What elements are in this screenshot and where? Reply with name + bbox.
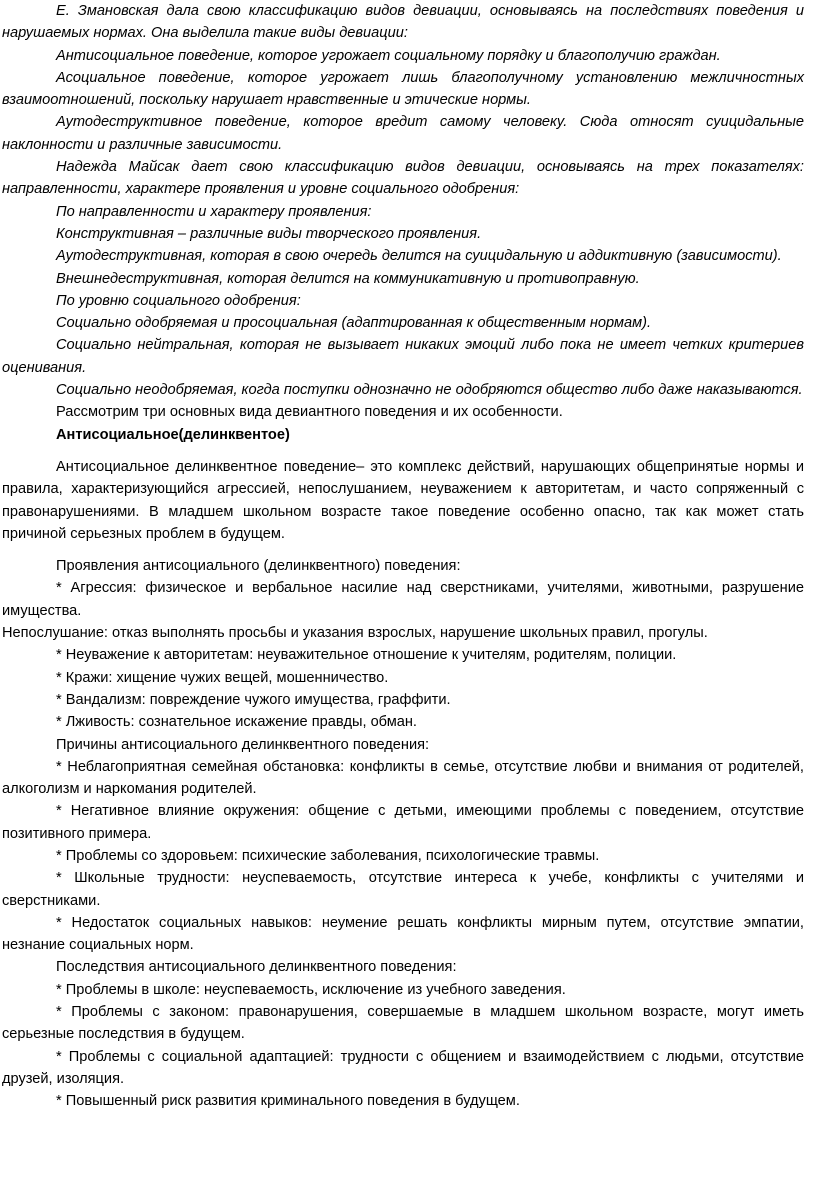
paragraph-externally-destructive: Внешнедеструктивная, которая делится на коммуникативную и противоправную. — [56, 270, 640, 287]
list-item-family: * Неблагоприятная семейная обстановка: конфликты в семье, отсутствие любви и внимания от родителей, алкоголизм и наркомания родителей. — [2, 758, 804, 798]
paragraph-socially-disapproved: Социально неодобряемая, когда поступки однозначно не одобряются общество либо даже наказываются. — [56, 382, 803, 399]
paragraph-manifestations-heading: Проявления антисоциального (делинквентного) поведения: — [56, 558, 461, 575]
paragraph-consequences-heading: Последствия антисоциального делинквентного поведения: — [56, 959, 457, 976]
paragraph-maysak-intro: Надежда Майсак дает свою классификацию видов девиации, основываясь на трех показателях: направленности, характере проявления и уровне социального одобрения: — [2, 159, 804, 198]
paragraph-autodestructive-definition: Аутодеструктивное поведение, которое вредит самому человеку. Сюда относят суицидальные наклонности и различные зависимости. — [2, 114, 804, 153]
list-item-disrespect: * Неуважение к авторитетам: неуважительное отношение к учителям, родителям, полиции. — [56, 647, 677, 664]
list-item-lying: * Лживость: сознательное искажение правды, обман. — [56, 714, 417, 731]
list-item-health: * Проблемы со здоровьем: психические заболевания, психологические травмы. — [56, 847, 600, 864]
paragraph-three-types-intro: Рассмотрим три основных вида девиантного поведения и их особенности. — [56, 404, 563, 421]
list-item-adaptation-problems: * Проблемы с социальной адаптацией: трудности с общением и взаимодействием с людьми, отсутствие друзей, изоляция. — [2, 1048, 804, 1087]
list-item-social-skills: * Недостаток социальных навыков: неумение решать конфликты мирным путем, отсутствие эмпатии, незнание социальных норм. — [2, 914, 804, 954]
section-heading-antisocial: Антисоциальное(делинквентое) — [56, 426, 290, 443]
paragraph-antisocial-definition: Антисоциальное поведение, которое угрожает социальному порядку и благополучию граждан. — [56, 47, 721, 64]
paragraph-by-approval-heading: По уровню социального одобрения: — [56, 292, 301, 309]
list-item-aggression: * Агрессия: физическое и вербальное насилие над сверстниками, учителями, животными, разрушение имущества. — [2, 580, 804, 619]
paragraph-socially-approved: Социально одобряемая и просоциальная (адаптированная к общественным нормам). — [56, 315, 652, 332]
paragraph-by-direction-heading: По направленности и характеру проявления: — [56, 203, 372, 220]
list-item-environment: * Негативное влияние окружения: общение с детьми, имеющими проблемы с поведением, отсутствие позитивного примера. — [2, 803, 804, 842]
list-item-vandalism: * Вандализм: повреждение чужого имущества, граффити. — [56, 691, 451, 708]
paragraph-constructive: Конструктивная – различные виды творческого проявления. — [56, 225, 482, 242]
paragraph-causes-heading: Причины антисоциального делинквентного поведения: — [56, 736, 430, 753]
list-item-law-problems: * Проблемы с законом: правонарушения, совершаемые в младшем школьном возрасте, могут иметь серьезные последствия в будущем. — [2, 1004, 804, 1043]
list-item-school-problems: * Проблемы в школе: неуспеваемость, исключение из учебного заведения. — [56, 981, 566, 998]
list-item-theft: * Кражи: хищение чужих вещей, мошенничество. — [56, 669, 389, 686]
list-item-school-difficulties: * Школьные трудности: неуспеваемость, отсутствие интереса к учебе, конфликты с учителями и сверстниками. — [2, 870, 804, 909]
paragraph-autodestructive-type: Аутодеструктивная, которая в свою очередь делится на суицидальную и аддиктивную (зависимости). — [56, 248, 782, 265]
paragraph-asocial-definition: Асоциальное поведение, которое угрожает лишь благополучному установлению межличностных взаимоотношений, поскольку нарушает нравственные и этические нормы. — [2, 69, 804, 109]
list-item-criminal-risk: * Повышенный риск развития криминального поведения в будущем. — [56, 1093, 520, 1110]
paragraph-socially-neutral: Социально нейтральная, которая не вызывает никаких эмоций либо пока не имеет четких критериев оценивания. — [2, 337, 804, 376]
paragraph-zmanovskaya-intro: Е. Змановская дала свою классификацию видов девиации, основываясь на последствиях поведения и нарушаемых нормах. Она выделила такие виды девиации: — [2, 3, 804, 42]
paragraph-antisocial-description: Антисоциальное делинквентное поведение– это комплекс действий, нарушающих общепринятые нормы и правила, характеризующийся агрессией, непослушанием, неуважением к авторитетам, и часто сопряженный с правонарушениями. В младшем школьном возрасте такое поведение особенно опасно, так как может стать причиной серьезных проблем в будущем. — [2, 458, 804, 542]
list-item-disobedience: Непослушание: отказ выполнять просьбы и указания взрослых, нарушение школьных правил, прогулы. — [2, 625, 708, 642]
